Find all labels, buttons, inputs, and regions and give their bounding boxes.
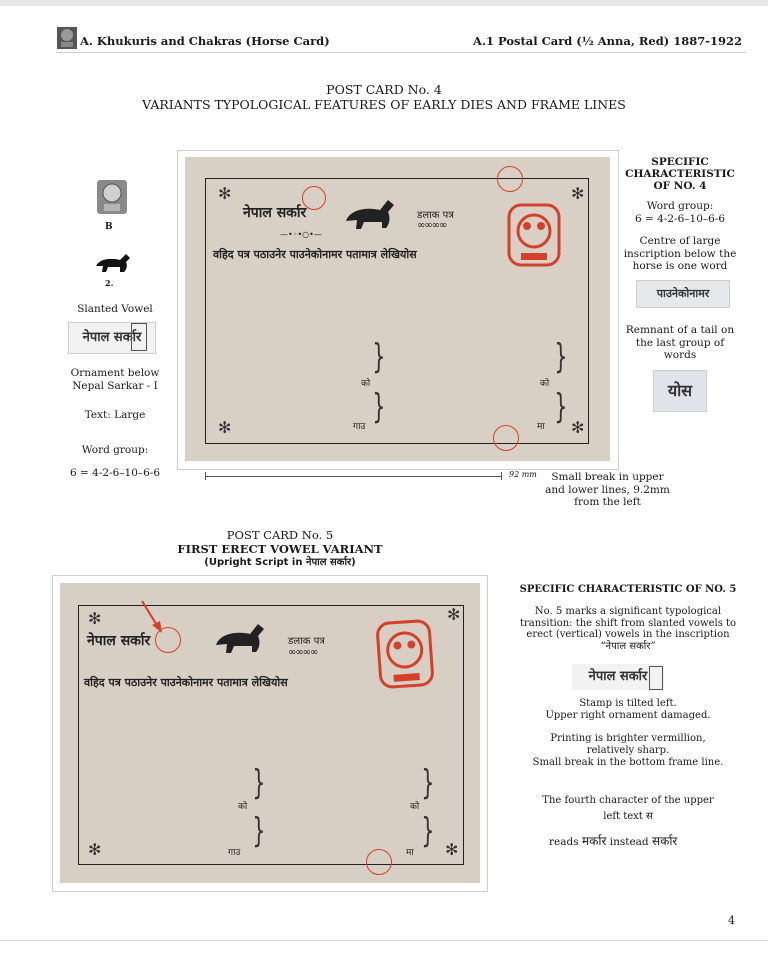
section2-title: POST CARD No. 5 xyxy=(226,528,334,542)
reads-b: सर्कार xyxy=(652,834,678,848)
section1-subtitle: VARIANTS TYPOLOGICAL FEATURES OF EARLY DIES AND FRAME LINES xyxy=(142,97,626,112)
scroll-ornament: ∞∞∞∞ xyxy=(288,647,318,658)
brace: } xyxy=(252,763,266,803)
header-right-title: A.1 Postal Card (½ Anna, Red) 1887-1922 xyxy=(473,34,742,48)
horse-icon xyxy=(210,619,272,659)
highlight-circle xyxy=(497,166,523,192)
small-ornament: —•◦•○•— xyxy=(280,230,322,239)
page-number: 4 xyxy=(728,914,735,927)
brace: } xyxy=(421,763,435,803)
word-group-value: 6 = 4-2-6–10–6-6 xyxy=(69,467,161,479)
reads-prefix: reads xyxy=(549,836,579,848)
measure-tick xyxy=(501,472,502,480)
measure-label: 92 mm xyxy=(509,470,537,479)
post-card-no5 xyxy=(60,583,480,883)
corner-ornament-icon: ✻ xyxy=(218,184,232,203)
corner-ornament-icon: ✻ xyxy=(445,840,459,859)
highlight-box xyxy=(131,323,147,351)
tail-clip: योस xyxy=(653,370,707,412)
scroll-ornament: ∞∞∞∞ xyxy=(417,220,447,231)
post-card-no4 xyxy=(185,157,610,461)
brace: } xyxy=(554,337,568,377)
measure-line xyxy=(205,476,502,477)
fourth-char-note: The fourth character of the upper left text स xyxy=(542,795,714,822)
brace: } xyxy=(372,337,386,377)
horse-icon xyxy=(340,195,402,235)
measure-tick xyxy=(205,472,206,480)
highlight-circle xyxy=(155,627,181,653)
corner-ornament-icon: ✻ xyxy=(571,184,585,203)
header-rule xyxy=(56,52,746,53)
top-border xyxy=(0,0,768,6)
text-size-note: Text: Large xyxy=(84,409,146,421)
card-inscription: वहिद पत्र पठाउनेर पाउनेकोनामर पतामात्र लेखियोस xyxy=(84,676,288,689)
red-stamp-icon xyxy=(505,201,563,269)
corner-ornament-icon: ✻ xyxy=(88,609,102,628)
corner-ornament-icon: ✻ xyxy=(447,605,461,624)
remnant-note: Remnant of a tail on the last group of words xyxy=(625,324,735,361)
brace: } xyxy=(372,387,386,427)
slanted-vowel-label: Slanted Vowel xyxy=(77,303,153,315)
card-mark: गाउ xyxy=(353,422,366,432)
corner-ornament-icon: ✻ xyxy=(571,418,585,437)
die-b-stamp-icon xyxy=(95,178,129,216)
card-dalak-patra: डलाक पत्र xyxy=(288,636,325,647)
card-mark: को xyxy=(540,379,550,389)
header-left-title: A. Khukuris and Chakras (Horse Card) xyxy=(80,34,330,48)
bottom-border xyxy=(0,940,768,941)
card-mark: को xyxy=(238,802,248,812)
highlight-circle xyxy=(493,425,519,451)
brace: } xyxy=(421,811,435,851)
card-mark: मा xyxy=(406,848,414,858)
die-label: B xyxy=(105,222,113,232)
specific-heading-no5: SPECIFIC CHARACTERISTIC OF NO. 5 xyxy=(519,584,737,595)
highlight-circle xyxy=(302,186,326,210)
reads-mid: instead xyxy=(609,836,649,848)
horse-label: 2. xyxy=(105,278,114,288)
specific-heading-no4: SPECIFIC CHARACTERISTIC OF NO. 4 xyxy=(625,156,735,192)
red-stamp-icon xyxy=(375,618,435,690)
stamp-note: Stamp is tilted left. Upper right ornament damaged. xyxy=(545,698,711,721)
card-mark: मा xyxy=(537,422,545,432)
corner-ornament-icon: ✻ xyxy=(88,840,102,859)
word-group-right: Word group: 6 = 4-2-6–10–6-6 xyxy=(634,200,726,225)
corner-ornament-icon: ✻ xyxy=(218,418,232,437)
word-group-label: Word group: xyxy=(81,444,149,456)
ornament-note: Ornament below Nepal Sarkar - I xyxy=(70,367,160,392)
centre-note: Centre of large inscription below the horse is one word xyxy=(623,235,737,272)
horse-die-icon xyxy=(90,250,138,276)
transition-paragraph: No. 5 marks a significant typological transition: the shift from slanted vowels to erect (vertical) vowels in the inscription “नेपाल सर्कार” xyxy=(519,606,737,652)
card-inscription: वहिद पत्र पठाउनेर पाउनेकोनामर पतामात्र लेखियोस xyxy=(213,248,417,261)
reads-line xyxy=(549,832,677,849)
card-nepal-sarkar: नेपाल सर्कार xyxy=(87,633,151,649)
section2-subtitle: FIRST ERECT VOWEL VARIANT xyxy=(177,542,383,556)
highlight-circle xyxy=(366,849,392,875)
brace: } xyxy=(554,387,568,427)
brace: } xyxy=(252,811,266,851)
slanted-vowel-clip: नेपाल सर्कार xyxy=(68,322,156,354)
khukuri-chakra-logo-icon xyxy=(56,26,78,50)
card-nepal-sarkar: नेपाल सर्कार xyxy=(243,205,307,221)
highlight-box xyxy=(649,666,663,690)
printing-note: Printing is brighter vermillion, relatively sharp. Small break in the bottom frame line. xyxy=(532,733,724,768)
reads-a: मर्कार xyxy=(581,834,607,848)
erect-vowel-clip: नेपाल सर्कार xyxy=(572,664,664,690)
card-mark: गाउ xyxy=(228,848,241,858)
card-mark: को xyxy=(410,802,420,812)
section2-sub2: (Upright Script in नेपाल सर्कार) xyxy=(204,557,356,568)
card-dalak-patra: डलाक पत्र xyxy=(417,210,454,221)
break-caption: Small break in upper and lower lines, 9.2mm from the left xyxy=(545,471,670,508)
section1-title: POST CARD No. 4 xyxy=(326,82,442,97)
word-clip: पाउनेकोनामर xyxy=(636,280,730,308)
card-mark: को xyxy=(361,379,371,389)
